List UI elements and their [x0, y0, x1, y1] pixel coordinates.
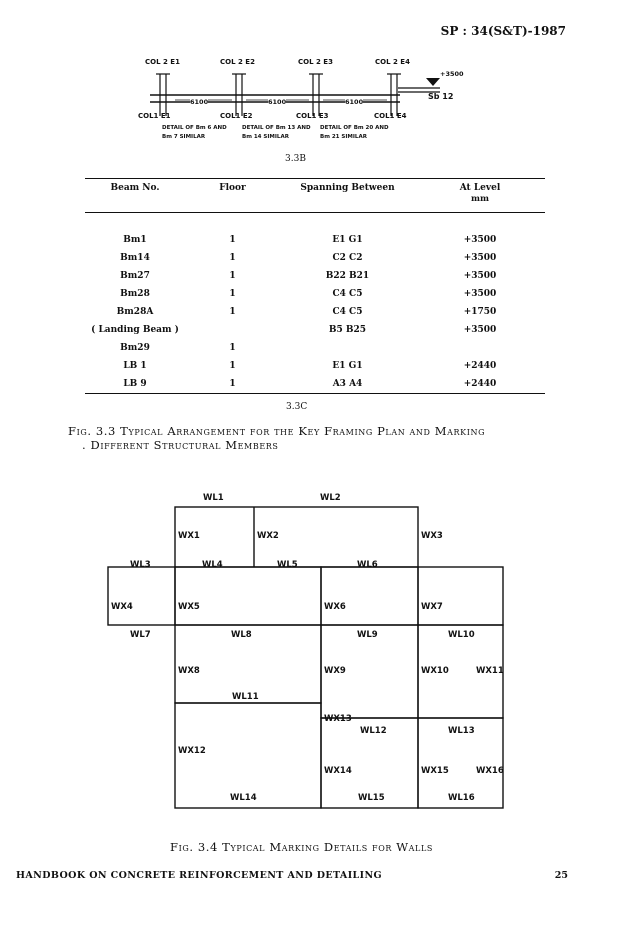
- table-row: [85, 321, 545, 339]
- wall-label: WX5: [178, 602, 200, 612]
- wall-label: WL7: [130, 630, 151, 640]
- table-row: [85, 303, 545, 321]
- level-mark: +3500: [440, 70, 464, 78]
- wall-label: WL14: [230, 793, 257, 803]
- sublabel-3-3c: 3.3C: [286, 402, 308, 412]
- col-header-beam: Beam No.: [110, 183, 160, 193]
- floor-cell: 1: [229, 307, 236, 317]
- wall-label: WL3: [130, 560, 151, 570]
- wall-label: WL2: [320, 493, 341, 503]
- footer-title: HANDBOOK ON CONCRETE REINFORCEMENT AND DETAILING: [16, 870, 383, 881]
- wall-label: WL11: [232, 692, 259, 702]
- beam-cell: LB 9: [123, 379, 147, 389]
- wall-label: WL5: [277, 560, 298, 570]
- level-cell: +1750: [463, 307, 497, 317]
- wall-label: WX10: [421, 666, 449, 676]
- col2-label-1: COL 2 E1: [145, 58, 180, 66]
- dim-3: 6100: [345, 98, 364, 106]
- span-cell: C4 C5: [332, 307, 363, 317]
- span-cell: A3 A4: [332, 379, 363, 389]
- span-cell: C2 C2: [332, 253, 363, 263]
- level-cell: [415, 339, 545, 357]
- wall-label: WL10: [448, 630, 475, 640]
- col-header-level-text: At Level: [459, 183, 501, 193]
- floor-cell: 1: [229, 289, 236, 299]
- caption-line-2: . Different Structural Members: [82, 438, 279, 452]
- level-cell: +3500: [463, 271, 497, 281]
- col2-label-4: COL 2 E4: [375, 58, 410, 66]
- floor-cell: 1: [229, 253, 236, 263]
- beam-cell: Bm1: [123, 235, 147, 245]
- wall-label: WL1: [203, 493, 224, 503]
- floor-cell: [185, 321, 280, 339]
- wall-label: WL9: [357, 630, 378, 640]
- span-cell: [280, 339, 415, 357]
- wall-label: WX16: [476, 766, 504, 776]
- wall-label: WX4: [111, 602, 133, 612]
- span-cell: E1 G1: [332, 235, 363, 245]
- wall-label: WX9: [324, 666, 346, 676]
- span-cell: B22 B21: [325, 271, 370, 281]
- col1-label-1: COL1 E1: [138, 112, 171, 120]
- level-cell: +3500: [463, 235, 497, 245]
- dim-1: 6100: [190, 98, 209, 106]
- wall-label: WL12: [360, 726, 387, 736]
- table-row: [85, 231, 545, 249]
- table-row: [85, 357, 545, 375]
- wall-label: WX3: [421, 531, 443, 541]
- floor-cell: 1: [229, 343, 236, 353]
- span-cell: E1 G1: [332, 361, 363, 371]
- wall-plan-drawing: [0, 480, 638, 820]
- detail-note-1: DETAIL OF Bm 6 AND Bm 7 SIMILAR: [162, 125, 227, 140]
- floor-cell: 1: [229, 379, 236, 389]
- wall-label: WX6: [324, 602, 346, 612]
- level-cell: +2440: [463, 379, 497, 389]
- col-header-level-unit: mm: [471, 194, 489, 204]
- span-cell: C4 C5: [332, 289, 363, 299]
- framing-detail-drawing: [0, 0, 638, 170]
- wall-label: WX15: [421, 766, 449, 776]
- wall-label: WX8: [178, 666, 200, 676]
- beam-cell: Bm29: [120, 343, 150, 353]
- figure-3-3-caption: [68, 424, 588, 452]
- beam-schedule-table: [85, 178, 545, 394]
- table-row: [85, 285, 545, 303]
- col1-label-3: COL1 E3: [296, 112, 329, 120]
- dim-2: 6100: [268, 98, 287, 106]
- beam-cell: Bm28A: [116, 307, 154, 317]
- table-row: [85, 339, 545, 357]
- detail-note-2: DETAIL OF Bm 13 AND Bm 14 SIMILAR: [242, 125, 311, 140]
- wall-label: WL6: [357, 560, 378, 570]
- col-header-span: Spanning Between: [300, 183, 395, 193]
- span-cell: B5 B25: [328, 325, 367, 335]
- wall-label: WX13: [324, 714, 352, 724]
- col-header-level: [415, 179, 545, 213]
- wall-label: WL15: [358, 793, 385, 803]
- table-row: [85, 249, 545, 267]
- beam-cell: Bm27: [120, 271, 150, 281]
- beam-cell: ( Landing Beam ): [91, 325, 179, 335]
- floor-cell: 1: [229, 235, 236, 245]
- detail-note-3: DETAIL OF Bm 20 AND Bm 21 SIMILAR: [320, 125, 389, 140]
- floor-cell: 1: [229, 361, 236, 371]
- wall-label: WX12: [178, 746, 206, 756]
- caption-line-1: Fig. 3.3 Typical Arrangement for the Key Framing Plan and Marking: [68, 424, 486, 438]
- col2-label-3: COL 2 E3: [298, 58, 333, 66]
- page-number: 25: [554, 870, 568, 881]
- beam-cell: LB 1: [123, 361, 147, 371]
- floor-cell: 1: [229, 271, 236, 281]
- table-header-row: [85, 179, 545, 213]
- wall-label: WX2: [257, 531, 279, 541]
- col1-label-2: COL1 E2: [220, 112, 253, 120]
- wall-label: WX14: [324, 766, 352, 776]
- wall-label: WL4: [202, 560, 223, 570]
- sublabel-3-3b: 3.3B: [285, 154, 306, 164]
- col2-label-2: COL 2 E2: [220, 58, 255, 66]
- figure-3-4-caption: Fig. 3.4 Typical Marking Details for Walls: [170, 840, 433, 854]
- level-cell: +2440: [463, 361, 497, 371]
- table-row: [85, 375, 545, 394]
- beam-cell: Bm28: [120, 289, 150, 299]
- col1-label-4: COL1 E4: [374, 112, 407, 120]
- slab-label: Sb 12: [428, 92, 454, 101]
- framing-detail-figure: [0, 0, 638, 170]
- wall-marking-figure: [0, 480, 638, 820]
- wall-label: WL16: [448, 793, 475, 803]
- wall-label: WX11: [476, 666, 504, 676]
- beam-cell: Bm14: [120, 253, 150, 263]
- page-header-code: SP : 34(S&T)-1987: [440, 24, 566, 38]
- wall-label: WX7: [421, 602, 443, 612]
- level-cell: +3500: [463, 325, 497, 335]
- level-cell: +3500: [463, 289, 497, 299]
- level-cell: +3500: [463, 253, 497, 263]
- wall-label: WL13: [448, 726, 475, 736]
- table-row: [85, 267, 545, 285]
- wall-label: WX1: [178, 531, 200, 541]
- wall-label: WL8: [231, 630, 252, 640]
- col-header-floor: Floor: [219, 183, 246, 193]
